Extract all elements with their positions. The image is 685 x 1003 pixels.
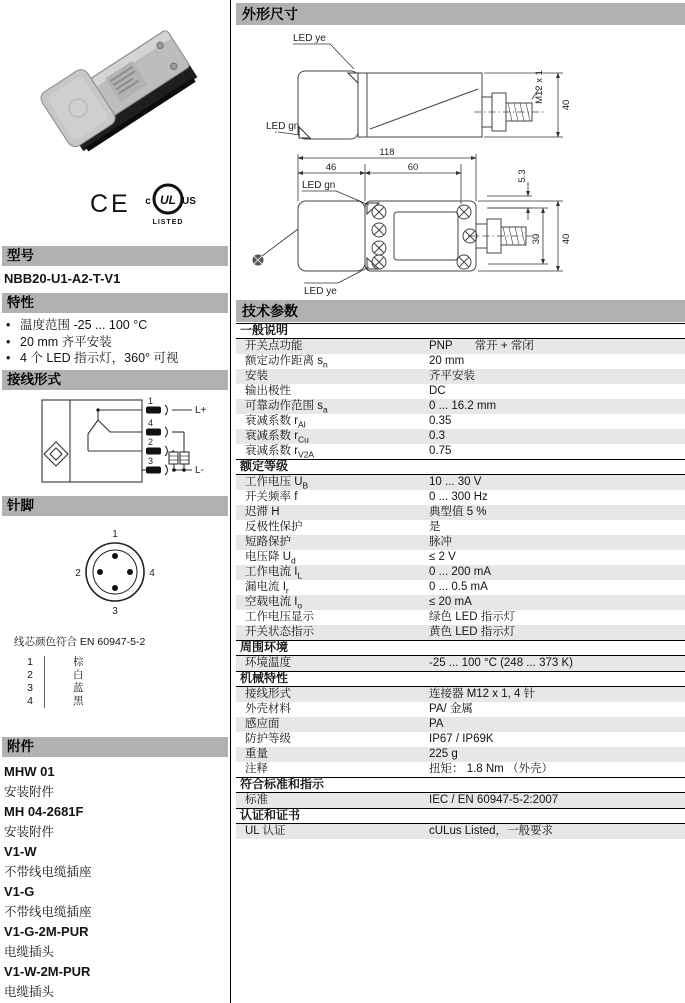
tech-row-value: [429, 625, 685, 640]
section-header-pinout: 针脚: [2, 496, 228, 516]
tech-row: [236, 702, 685, 717]
feature-item: • 温度范围 -25 ... 100 °C: [2, 317, 226, 334]
tech-row: [236, 565, 685, 580]
ce-logo: CE: [90, 190, 131, 218]
model-number: NBB20-U1-A2-T-V1: [4, 271, 121, 286]
tech-row-value-text: 0.75: [429, 445, 452, 457]
tech-row-label-text: 安装: [245, 370, 268, 382]
top-led-gn-label: LED gn: [302, 180, 336, 191]
tech-row: [236, 520, 685, 535]
tech-row: [236, 550, 685, 565]
pinout-pin1-label: 1: [112, 529, 118, 540]
tech-row: [236, 580, 685, 595]
tech-row-label: [236, 580, 429, 595]
section-header-connection: 接线形式: [2, 370, 228, 390]
top-a-dim: 46: [325, 162, 337, 173]
tech-row-value-text: 0 ... 16.2 mm: [429, 400, 497, 412]
tech-row-value: [429, 702, 685, 717]
tech-section: [236, 671, 685, 777]
tech-row-label-text: UL 认证: [245, 825, 286, 837]
tech-row-value-text: 连接器 M12 x 1, 4 针: [429, 688, 536, 700]
tech-row: [236, 399, 685, 414]
tech-row-label-subscript: B: [302, 480, 309, 490]
wire-table-row: [16, 669, 84, 682]
tech-row-label: [236, 656, 429, 671]
tech-row-value-text: 0.3: [429, 430, 445, 442]
tech-row-label-text: 空载电流 I: [245, 596, 298, 608]
cULus-logo: [140, 182, 196, 228]
tech-row-label-text: 开关频率 f: [245, 491, 298, 503]
tech-row-label-text: 反极性保护: [245, 521, 303, 533]
tech-row-label: [236, 824, 429, 839]
tech-row-value: [429, 732, 685, 747]
tech-row-value-text: -25 ... 100 °C (248 ... 373 K): [429, 657, 573, 669]
dimension-top-view: [236, 146, 685, 298]
tech-row-label: [236, 550, 429, 565]
ul-logo-listed: LISTED: [152, 219, 184, 226]
tech-row-label: [236, 747, 429, 762]
wire-color-table: [16, 656, 84, 708]
top-b-dim: 60: [407, 162, 419, 173]
tech-row-value-text: 0 ... 200 mA: [429, 566, 492, 578]
accessory-name: V1-W-2M-PUR: [4, 964, 91, 979]
section-header-dimensions: 外形尺寸: [236, 3, 685, 25]
tech-row: [236, 732, 685, 747]
tech-row-value-text: PA/ 金属: [429, 703, 473, 715]
wire-color-name: 白: [44, 669, 84, 682]
tech-row-value: [429, 747, 685, 762]
tech-section: [236, 640, 685, 671]
tech-row-value: [429, 595, 685, 610]
tech-row-label-subscript: Al: [298, 419, 306, 429]
tech-row-label: [236, 490, 429, 505]
wire-pin-number: 3: [27, 682, 33, 694]
tech-row: [236, 384, 685, 399]
wiring-diagram: [22, 394, 214, 490]
tech-row-label: [236, 369, 429, 384]
pinout-pin3-label: 3: [112, 606, 118, 617]
tech-row-value: [429, 354, 685, 369]
tech-row-value: [429, 550, 685, 565]
accessory-name: MH 04-2681F: [4, 804, 84, 819]
product-photo: [32, 4, 222, 186]
right-column: [236, 0, 685, 1003]
wiring-pin1-label: 1: [148, 396, 154, 406]
tech-row-value: [429, 565, 685, 580]
tech-row-value: [429, 339, 685, 354]
wire-pin-number: 2: [27, 669, 33, 681]
wiring-lminus-label: L-: [195, 465, 204, 476]
wire-table-row: [16, 682, 84, 695]
tech-row-label: [236, 610, 429, 625]
tech-row-value: [429, 475, 685, 490]
top-slot-dim: 5.3: [517, 169, 528, 183]
tech-row-label: [236, 762, 429, 777]
top-height-dim: 40: [561, 233, 572, 245]
tech-row-value: [429, 535, 685, 550]
section-header-features: 特性: [2, 293, 228, 313]
tech-row-value-text: 脉冲: [429, 536, 452, 548]
pinout-diagram: [60, 522, 170, 622]
tech-row-label: [236, 625, 429, 640]
tech-row: [236, 505, 685, 520]
tech-row-value: [429, 824, 685, 839]
side-led-ye-label: LED ye: [293, 33, 326, 44]
tech-row-value-text: cULus Listed，一般要求: [429, 825, 553, 837]
tech-row-label: [236, 429, 429, 444]
tech-row-value-text: 0 ... 300 Hz: [429, 491, 488, 503]
tech-row-value: [429, 656, 685, 671]
accessory-description: 电缆插头: [4, 945, 55, 959]
tech-row-label: [236, 732, 429, 747]
tech-row-label-subscript: Cu: [298, 434, 309, 444]
accessory-description: 电缆插头: [4, 985, 55, 999]
tech-row-label-text: 感应面: [245, 718, 280, 730]
wiring-pin3-label: 3: [148, 456, 154, 466]
tech-row-label-text: 标准: [245, 794, 268, 806]
tech-row-value-text: 10 ... 30 V: [429, 476, 482, 488]
left-column: [2, 0, 228, 1003]
tech-row-label-subscript: d: [291, 555, 296, 565]
tech-row-value: [429, 520, 685, 535]
tech-row-label-text: 接线形式: [245, 688, 291, 700]
top-led-ye-label: LED ye: [304, 286, 337, 297]
tech-row-label-text: 漏电流 I: [245, 581, 286, 593]
tech-row: [236, 535, 685, 550]
accessory-description: 安装附件: [4, 785, 55, 799]
tech-row-value-text: 绿色 LED 指示灯: [429, 611, 516, 623]
tech-row-label-subscript: o: [297, 600, 303, 610]
section-header-model: 型号: [2, 246, 228, 266]
tech-row-value: [429, 490, 685, 505]
accessory-name: MHW 01: [4, 764, 55, 779]
accessory-description: 安装附件: [4, 825, 55, 839]
tech-row-value: [429, 762, 685, 777]
tech-row-label-text: 衰减系数 r: [245, 415, 299, 427]
side-led-gn-label: LED gn: [266, 121, 300, 132]
tech-row-label-text: 工作电流 I: [245, 566, 298, 578]
tech-row-label-text: 输出极性: [245, 385, 291, 397]
tech-row: [236, 625, 685, 640]
tech-row-value-text: 黄色 LED 指示灯: [429, 626, 516, 638]
tech-row-label: [236, 444, 429, 459]
tech-row-value: [429, 687, 685, 702]
tech-section-title: 一般说明: [236, 323, 685, 339]
tech-row-value: [429, 580, 685, 595]
tech-section-title: 符合标准和指示: [236, 777, 685, 793]
tech-row: [236, 444, 685, 459]
tech-row-value-text: 0 ... 0.5 mA: [429, 581, 488, 593]
wire-table-row: [16, 695, 84, 708]
tech-row-label: [236, 535, 429, 550]
tech-row-value-text: 0.35: [429, 415, 452, 427]
top-inner-dim: 30: [531, 233, 542, 245]
accessory-description: 不带线电缆插座: [4, 905, 92, 919]
tech-row-label-text: 额定动作距离 s: [245, 355, 323, 367]
feature-item: • 4 个 LED 指示灯，360° 可视: [2, 350, 226, 367]
wire-color-name: 黑: [44, 695, 84, 708]
tech-row-value: [429, 414, 685, 429]
pinout-pin2-label: 2: [75, 568, 81, 579]
tech-row: [236, 656, 685, 671]
accessory-item: [4, 802, 226, 842]
tech-row-value: [429, 429, 685, 444]
tech-row-label-text: 衰减系数 r: [245, 430, 299, 442]
accessory-item: [4, 842, 226, 882]
tech-row-label: [236, 414, 429, 429]
tech-row: [236, 793, 685, 808]
tech-row-label-subscript: a: [322, 404, 328, 414]
tech-row-label: [236, 717, 429, 732]
tech-row-label-text: 注释: [245, 763, 268, 775]
tech-row-label: [236, 793, 429, 808]
tech-row: [236, 354, 685, 369]
accessory-name: V1-G: [4, 884, 35, 899]
tech-row: [236, 414, 685, 429]
tech-row-label-text: 开关状态指示: [245, 626, 314, 638]
tech-row-label-text: 环境温度: [245, 657, 291, 669]
wire-pin-number: 4: [27, 695, 33, 707]
tech-row-value: [429, 610, 685, 625]
tech-row-value: [429, 444, 685, 459]
wiring-pin2-label: 2: [148, 437, 154, 447]
tech-row: [236, 339, 685, 354]
tech-row-value-text: 扭矩： 1.8 Nm （外壳）: [429, 763, 553, 775]
wiring-lplus-label: L+: [195, 405, 207, 416]
wire-pin-number: 1: [27, 656, 33, 668]
wire-table-row: [16, 656, 84, 669]
side-height-dim: 40: [561, 99, 572, 111]
tech-row-value-text: 225 g: [429, 748, 458, 760]
tech-row: [236, 610, 685, 625]
accessory-description: 不带线电缆插座: [4, 865, 92, 879]
tech-row-label: [236, 339, 429, 354]
tech-section-title: 额定等级: [236, 459, 685, 475]
tech-row: [236, 687, 685, 702]
tech-row-value-text: DC: [429, 385, 446, 397]
tech-row-label-text: 开关点功能: [245, 340, 303, 352]
tech-row-value: [429, 505, 685, 520]
tech-section: [236, 459, 685, 640]
accessory-name: V1-G-2M-PUR: [4, 924, 89, 939]
tech-row-value: [429, 384, 685, 399]
features-list: [2, 317, 226, 367]
tech-row-value-text: IEC / EN 60947-5-2:2007: [429, 794, 559, 806]
wire-color-note: 线芯颜色符合 EN 60947-5-2: [14, 636, 146, 648]
tech-row-value: [429, 369, 685, 384]
tech-row-value-text: 齐平安装: [429, 370, 475, 382]
tech-section: [236, 777, 685, 808]
wiring-pin4-label: 4: [148, 418, 154, 428]
tech-table: [236, 323, 685, 839]
tech-section-title: 机械特性: [236, 671, 685, 687]
tech-row-label: [236, 595, 429, 610]
tech-row: [236, 475, 685, 490]
top-total-dim: 118: [379, 147, 395, 158]
tech-row-value: [429, 793, 685, 808]
tech-row-label-text: 工作电压显示: [245, 611, 314, 623]
tech-row-label: [236, 354, 429, 369]
tech-row-label-text: 可靠动作范围 s: [245, 400, 323, 412]
tech-row: [236, 490, 685, 505]
tech-section-title: 认证和证书: [236, 808, 685, 824]
wire-color-name: 蓝: [44, 682, 84, 695]
ul-logo-text: UL: [160, 193, 176, 207]
tech-row-value-text: PNP: [429, 340, 453, 352]
tech-row-value: [429, 717, 685, 732]
feature-item: • 20 mm 齐平安装: [2, 334, 226, 351]
tech-row-value-text: IP67 / IP69K: [429, 733, 494, 745]
tech-row-label-text: 短路保护: [245, 536, 291, 548]
tech-row-label-text: 重量: [245, 748, 268, 760]
tech-section-title: 周围环境: [236, 640, 685, 656]
ground-screw-symbol: [253, 229, 299, 266]
tech-row-value-text: ≤ 20 mA: [429, 596, 472, 608]
tech-row-label: [236, 399, 429, 414]
ul-logo-c: c: [145, 196, 151, 207]
accessories-list: [4, 762, 226, 1002]
section-header-accessories: 附件: [2, 737, 228, 757]
pinout-pin4-label: 4: [149, 568, 155, 579]
tech-section: [236, 808, 685, 839]
tech-row-label-text: 衰减系数 r: [245, 445, 299, 457]
accessory-item: [4, 762, 226, 802]
tech-row-label: [236, 384, 429, 399]
column-divider: [230, 0, 231, 1003]
accessory-item: [4, 882, 226, 922]
tech-row-label-text: 工作电压 U: [245, 476, 303, 488]
tech-row-label-text: 外壳材料: [245, 703, 291, 715]
tech-row: [236, 429, 685, 444]
tech-row-value-text: 20 mm: [429, 355, 465, 367]
tech-row-value-text: ≤ 2 V: [429, 551, 456, 563]
side-thread-label: M12 x 1: [534, 70, 545, 104]
tech-row-label-subscript: V2A: [298, 449, 315, 459]
tech-row-label-text: 防护等级: [245, 733, 291, 745]
tech-row: [236, 824, 685, 839]
tech-row-label: [236, 520, 429, 535]
accessory-item: [4, 962, 226, 1002]
tech-row: [236, 762, 685, 777]
tech-row: [236, 717, 685, 732]
tech-row-value-text: PA: [429, 718, 444, 730]
tech-row-label: [236, 687, 429, 702]
tech-row-label-text: 迟滞 H: [245, 506, 280, 518]
tech-row-value: [429, 399, 685, 414]
tech-section: [236, 323, 685, 459]
dimension-side-view: [236, 27, 685, 145]
tech-row-label-subscript: r: [285, 585, 289, 595]
tech-row-label-subscript: n: [322, 359, 328, 369]
tech-row-label-text: 电压降 U: [245, 551, 291, 563]
tech-row: [236, 747, 685, 762]
tech-row: [236, 595, 685, 610]
accessory-name: V1-W: [4, 844, 37, 859]
tech-row-label: [236, 565, 429, 580]
tech-row-label: [236, 475, 429, 490]
tech-row-value-text: 是: [429, 521, 441, 533]
ul-logo-us: US: [182, 196, 196, 207]
tech-row: [236, 369, 685, 384]
tech-row-label: [236, 702, 429, 717]
section-header-tech: 技术参数: [236, 300, 685, 322]
tech-row-label-subscript: L: [297, 570, 303, 580]
tech-row-value-text: 典型值 5 %: [429, 506, 487, 518]
tech-row-value2-text: 常开 + 常闭: [474, 340, 534, 352]
tech-row-label: [236, 505, 429, 520]
accessory-item: [4, 922, 226, 962]
wire-color-name: 棕: [44, 656, 84, 669]
